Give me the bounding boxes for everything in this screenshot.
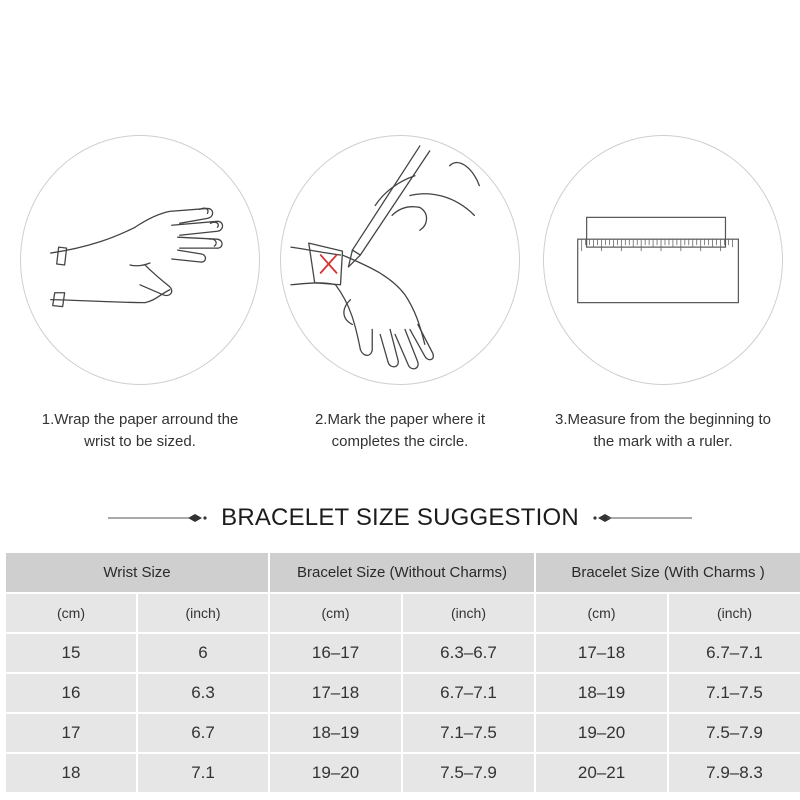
- unit-cell: (inch): [403, 594, 534, 632]
- header-without-charms: Bracelet Size (Without Charms): [270, 553, 534, 592]
- table-cell: 6: [138, 634, 268, 672]
- table-cell: 7.5–7.9: [403, 754, 534, 792]
- right-divider-ornament: [592, 509, 692, 527]
- step-3-illustration: [543, 135, 783, 385]
- unit-cell: (cm): [6, 594, 136, 632]
- table-cell: 17–18: [270, 674, 401, 712]
- unit-cell: (cm): [270, 594, 401, 632]
- step-2-caption-line2: completes the circle.: [331, 433, 469, 450]
- header-with-charms: Bracelet Size (With Charms ): [536, 553, 800, 592]
- table-cell: 17: [6, 714, 136, 752]
- table-row: [6, 674, 800, 712]
- step-1-caption: [10, 409, 270, 453]
- step-1-caption-line1: 1.Wrap the paper arround the: [41, 411, 239, 428]
- table-cell: 18: [6, 754, 136, 792]
- unit-cell: (cm): [536, 594, 667, 632]
- hand-mark-icon: [281, 136, 519, 384]
- table-cell: 7.1–7.5: [403, 714, 534, 752]
- table-cell: 7.9–8.3: [669, 754, 800, 792]
- table-cell: 19–20: [270, 754, 401, 792]
- table-cell: 6.3–6.7: [403, 634, 534, 672]
- step-3-caption: [533, 409, 793, 453]
- table-cell: 6.7–7.1: [403, 674, 534, 712]
- table-cell: 6.7: [138, 714, 268, 752]
- table-cell: 16: [6, 674, 136, 712]
- step-2-caption-line1: 2.Mark the paper where it: [314, 411, 486, 428]
- table-row: [6, 754, 800, 792]
- table-cell: 7.1–7.5: [669, 674, 800, 712]
- table-group-header: [6, 553, 800, 592]
- table-cell: 19–20: [536, 714, 667, 752]
- table-cell: 18–19: [536, 674, 667, 712]
- step-3-caption-line2: the mark with a ruler.: [593, 433, 733, 450]
- step-2-caption: [270, 409, 530, 453]
- table-cell: 6.3: [138, 674, 268, 712]
- bracelet-size-table: [4, 551, 800, 794]
- table-cell: 16–17: [270, 634, 401, 672]
- header-wrist-size: Wrist Size: [6, 553, 268, 592]
- table-cell: 17–18: [536, 634, 667, 672]
- hand-wrap-icon: [21, 136, 259, 384]
- unit-cell: (inch): [669, 594, 800, 632]
- table-row: [6, 634, 800, 672]
- step-1-illustration: [20, 135, 260, 385]
- ruler-icon: [544, 136, 782, 384]
- step-2-illustration: [280, 135, 520, 385]
- step-3-caption-line1: 3.Measure from the beginning to: [555, 411, 771, 428]
- table-unit-header: [6, 594, 800, 632]
- table-cell: 15: [6, 634, 136, 672]
- table-cell: 7.5–7.9: [669, 714, 800, 752]
- section-title-row: [0, 500, 800, 536]
- table-cell: 6.7–7.1: [669, 634, 800, 672]
- section-title: BRACELET SIZE SUGGESTION: [221, 504, 579, 531]
- table-cell: 7.1: [138, 754, 268, 792]
- table-cell: 18–19: [270, 714, 401, 752]
- table-row: [6, 714, 800, 752]
- unit-cell: (inch): [138, 594, 268, 632]
- table-cell: 20–21: [536, 754, 667, 792]
- step-1-caption-line2: wrist to be sized.: [84, 433, 196, 450]
